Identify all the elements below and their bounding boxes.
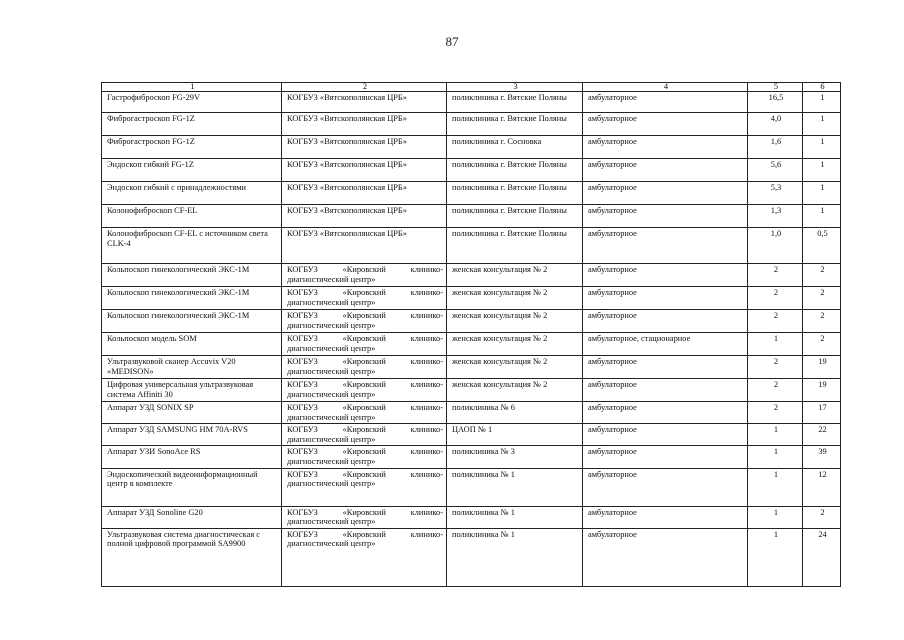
location-cell: женская консультация № 2 — [447, 287, 583, 310]
value-col5-cell: 5,6 — [748, 159, 803, 182]
value-col6-cell: 17 — [803, 402, 841, 424]
table-row — [102, 468, 841, 506]
location-cell: женская консультация № 2 — [447, 310, 583, 333]
device-name-cell: Аппарат УЗД Sonoline G20 — [102, 506, 282, 528]
value-col6-cell: 1 — [803, 182, 841, 205]
table-row — [102, 379, 841, 402]
table-row — [102, 506, 841, 528]
value-col6-cell: 24 — [803, 528, 841, 586]
value-col5-cell: 1 — [748, 446, 803, 468]
table-row — [102, 446, 841, 468]
location-cell: поликлиника г. Вятские Поляны — [447, 228, 583, 264]
care-type-cell: амбулаторное — [583, 205, 748, 228]
value-col5-cell: 1 — [748, 528, 803, 586]
value-col6-cell: 1 — [803, 136, 841, 159]
value-col5-cell: 2 — [748, 402, 803, 424]
location-cell: поликлиника № 3 — [447, 446, 583, 468]
device-name-cell: Кольпоскоп модель SOM — [102, 333, 282, 356]
column-number: 4 — [583, 83, 748, 92]
organization-cell: КОГБУЗ «Кировский клинико-диагностический центр» — [282, 424, 447, 446]
location-cell: ЦАОП № 1 — [447, 424, 583, 446]
column-number: 3 — [447, 83, 583, 92]
location-cell: женская консультация № 2 — [447, 264, 583, 287]
value-col6-cell: 19 — [803, 379, 841, 402]
value-col5-cell: 1,3 — [748, 205, 803, 228]
device-name-cell: Колонофиброскоп CF-EL — [102, 205, 282, 228]
column-number-row — [102, 83, 841, 92]
value-col6-cell: 2 — [803, 264, 841, 287]
care-type-cell: амбулаторное — [583, 356, 748, 379]
location-cell: женская консультация № 2 — [447, 333, 583, 356]
value-col5-cell: 2 — [748, 287, 803, 310]
table-row — [102, 228, 841, 264]
care-type-cell: амбулаторное — [583, 159, 748, 182]
device-name-cell: Гастрофиброскоп FG-29V — [102, 92, 282, 113]
care-type-cell: амбулаторное — [583, 228, 748, 264]
value-col6-cell: 1 — [803, 159, 841, 182]
location-cell: поликлиника № 1 — [447, 506, 583, 528]
care-type-cell: амбулаторное — [583, 446, 748, 468]
location-cell: поликлиника г. Вятские Поляны — [447, 113, 583, 136]
organization-cell: КОГБУЗ «Кировский клинико-диагностический центр» — [282, 310, 447, 333]
device-name-cell: Кольпоскоп гинекологический ЭКС-1М — [102, 287, 282, 310]
device-name-cell: Кольпоскоп гинекологический ЭКС-1М — [102, 310, 282, 333]
location-cell: женская консультация № 2 — [447, 379, 583, 402]
care-type-cell: амбулаторное — [583, 264, 748, 287]
device-name-cell: Цифровая универсальная ультразвуковая система Affiniti 30 — [102, 379, 282, 402]
value-col5-cell: 1,0 — [748, 228, 803, 264]
table-row — [102, 402, 841, 424]
device-name-cell: Эндоскоп гибкий FG-1Z — [102, 159, 282, 182]
column-number: 6 — [803, 83, 841, 92]
organization-cell: КОГБУЗ «Кировский клинико-диагностический центр» — [282, 333, 447, 356]
value-col5-cell: 2 — [748, 310, 803, 333]
location-cell: поликлиника г. Вятские Поляны — [447, 92, 583, 113]
value-col6-cell: 2 — [803, 287, 841, 310]
value-col6-cell: 2 — [803, 506, 841, 528]
value-col5-cell: 1 — [748, 468, 803, 506]
organization-cell: КОГБУЗ «Вятскополянская ЦРБ» — [282, 92, 447, 113]
value-col5-cell: 1 — [748, 506, 803, 528]
table-row — [102, 264, 841, 287]
organization-cell: КОГБУЗ «Кировский клинико-диагностический центр» — [282, 287, 447, 310]
device-name-cell: Аппарат УЗИ SonoAce RS — [102, 446, 282, 468]
value-col5-cell: 5,3 — [748, 182, 803, 205]
value-col5-cell: 1 — [748, 424, 803, 446]
device-name-cell: Фиброгастроскоп FG-1Z — [102, 113, 282, 136]
value-col6-cell: 1 — [803, 205, 841, 228]
organization-cell: КОГБУЗ «Кировский клинико-диагностический центр» — [282, 528, 447, 586]
care-type-cell: амбулаторное — [583, 402, 748, 424]
location-cell: поликлиника г. Вятские Поляны — [447, 205, 583, 228]
column-number: 5 — [748, 83, 803, 92]
care-type-cell: амбулаторное — [583, 113, 748, 136]
organization-cell: КОГБУЗ «Кировский клинико-диагностический центр» — [282, 356, 447, 379]
table-row — [102, 113, 841, 136]
value-col6-cell: 39 — [803, 446, 841, 468]
value-col6-cell: 1 — [803, 92, 841, 113]
device-name-cell: Колонофиброскоп CF-EL с источником света CLK-4 — [102, 228, 282, 264]
table-row — [102, 205, 841, 228]
value-col5-cell: 2 — [748, 356, 803, 379]
table-row — [102, 287, 841, 310]
value-col6-cell: 1 — [803, 113, 841, 136]
location-cell: женская консультация № 2 — [447, 356, 583, 379]
device-name-cell: Ультразвуковой сканер Accuvix V20 «MEDISON» — [102, 356, 282, 379]
location-cell: поликлиника г. Вятские Поляны — [447, 182, 583, 205]
care-type-cell: амбулаторное — [583, 182, 748, 205]
location-cell: поликлиника г. Вятские Поляны — [447, 159, 583, 182]
organization-cell: КОГБУЗ «Кировский клинико-диагностический центр» — [282, 264, 447, 287]
care-type-cell: амбулаторное — [583, 424, 748, 446]
value-col6-cell: 22 — [803, 424, 841, 446]
care-type-cell: амбулаторное — [583, 379, 748, 402]
organization-cell: КОГБУЗ «Вятскополянская ЦРБ» — [282, 159, 447, 182]
organization-cell: КОГБУЗ «Кировский клинико-диагностический центр» — [282, 506, 447, 528]
location-cell: поликлиника № 1 — [447, 528, 583, 586]
value-col5-cell: 4,0 — [748, 113, 803, 136]
location-cell: поликлиника г. Сосновка — [447, 136, 583, 159]
device-name-cell: Аппарат УЗД SONIX SP — [102, 402, 282, 424]
care-type-cell: амбулаторное — [583, 92, 748, 113]
table-row — [102, 136, 841, 159]
value-col6-cell: 12 — [803, 468, 841, 506]
device-name-cell: Аппарат УЗД SAMSUNG HM 70A-RVS — [102, 424, 282, 446]
table-row — [102, 424, 841, 446]
care-type-cell: амбулаторное — [583, 136, 748, 159]
column-number: 1 — [102, 83, 282, 92]
organization-cell: КОГБУЗ «Кировский клинико-диагностический центр» — [282, 379, 447, 402]
column-number: 2 — [282, 83, 447, 92]
table-row — [102, 333, 841, 356]
location-cell: поликлиника № 1 — [447, 468, 583, 506]
table-row — [102, 182, 841, 205]
care-type-cell: амбулаторное — [583, 310, 748, 333]
page-number: 87 — [445, 34, 459, 49]
table-row — [102, 356, 841, 379]
organization-cell: КОГБУЗ «Вятскополянская ЦРБ» — [282, 113, 447, 136]
care-type-cell: амбулаторное — [583, 287, 748, 310]
organization-cell: КОГБУЗ «Кировский клинико-диагностический центр» — [282, 402, 447, 424]
value-col6-cell: 0,5 — [803, 228, 841, 264]
device-name-cell: Фиброгастроскоп FG-1Z — [102, 136, 282, 159]
table-row — [102, 528, 841, 586]
organization-cell: КОГБУЗ «Вятскополянская ЦРБ» — [282, 136, 447, 159]
table-row — [102, 92, 841, 113]
location-cell: поликлиника № 6 — [447, 402, 583, 424]
device-name-cell: Эндоскоп гибкий с принадлежностями — [102, 182, 282, 205]
equipment-table — [101, 82, 841, 587]
device-name-cell: Эндоскопический видеоинформационный центр в комплекте — [102, 468, 282, 506]
organization-cell: КОГБУЗ «Кировский клинико-диагностический центр» — [282, 468, 447, 506]
value-col6-cell: 19 — [803, 356, 841, 379]
organization-cell: КОГБУЗ «Вятскополянская ЦРБ» — [282, 228, 447, 264]
organization-cell: КОГБУЗ «Вятскополянская ЦРБ» — [282, 182, 447, 205]
device-name-cell: Кольпоскоп гинекологический ЭКС-1М — [102, 264, 282, 287]
table-row — [102, 159, 841, 182]
organization-cell: КОГБУЗ «Кировский клинико-диагностический центр» — [282, 446, 447, 468]
value-col5-cell: 2 — [748, 379, 803, 402]
organization-cell: КОГБУЗ «Вятскополянская ЦРБ» — [282, 205, 447, 228]
value-col5-cell: 1,6 — [748, 136, 803, 159]
care-type-cell: амбулаторное — [583, 468, 748, 506]
value-col6-cell: 2 — [803, 333, 841, 356]
care-type-cell: амбулаторное — [583, 528, 748, 586]
value-col5-cell: 2 — [748, 264, 803, 287]
value-col5-cell: 16,5 — [748, 92, 803, 113]
care-type-cell: амбулаторное, стационарное — [583, 333, 748, 356]
table-row — [102, 310, 841, 333]
device-name-cell: Ультразвуковая система диагностическая с полной цифровой программой SA9900 — [102, 528, 282, 586]
value-col6-cell: 2 — [803, 310, 841, 333]
care-type-cell: амбулаторное — [583, 506, 748, 528]
value-col5-cell: 1 — [748, 333, 803, 356]
